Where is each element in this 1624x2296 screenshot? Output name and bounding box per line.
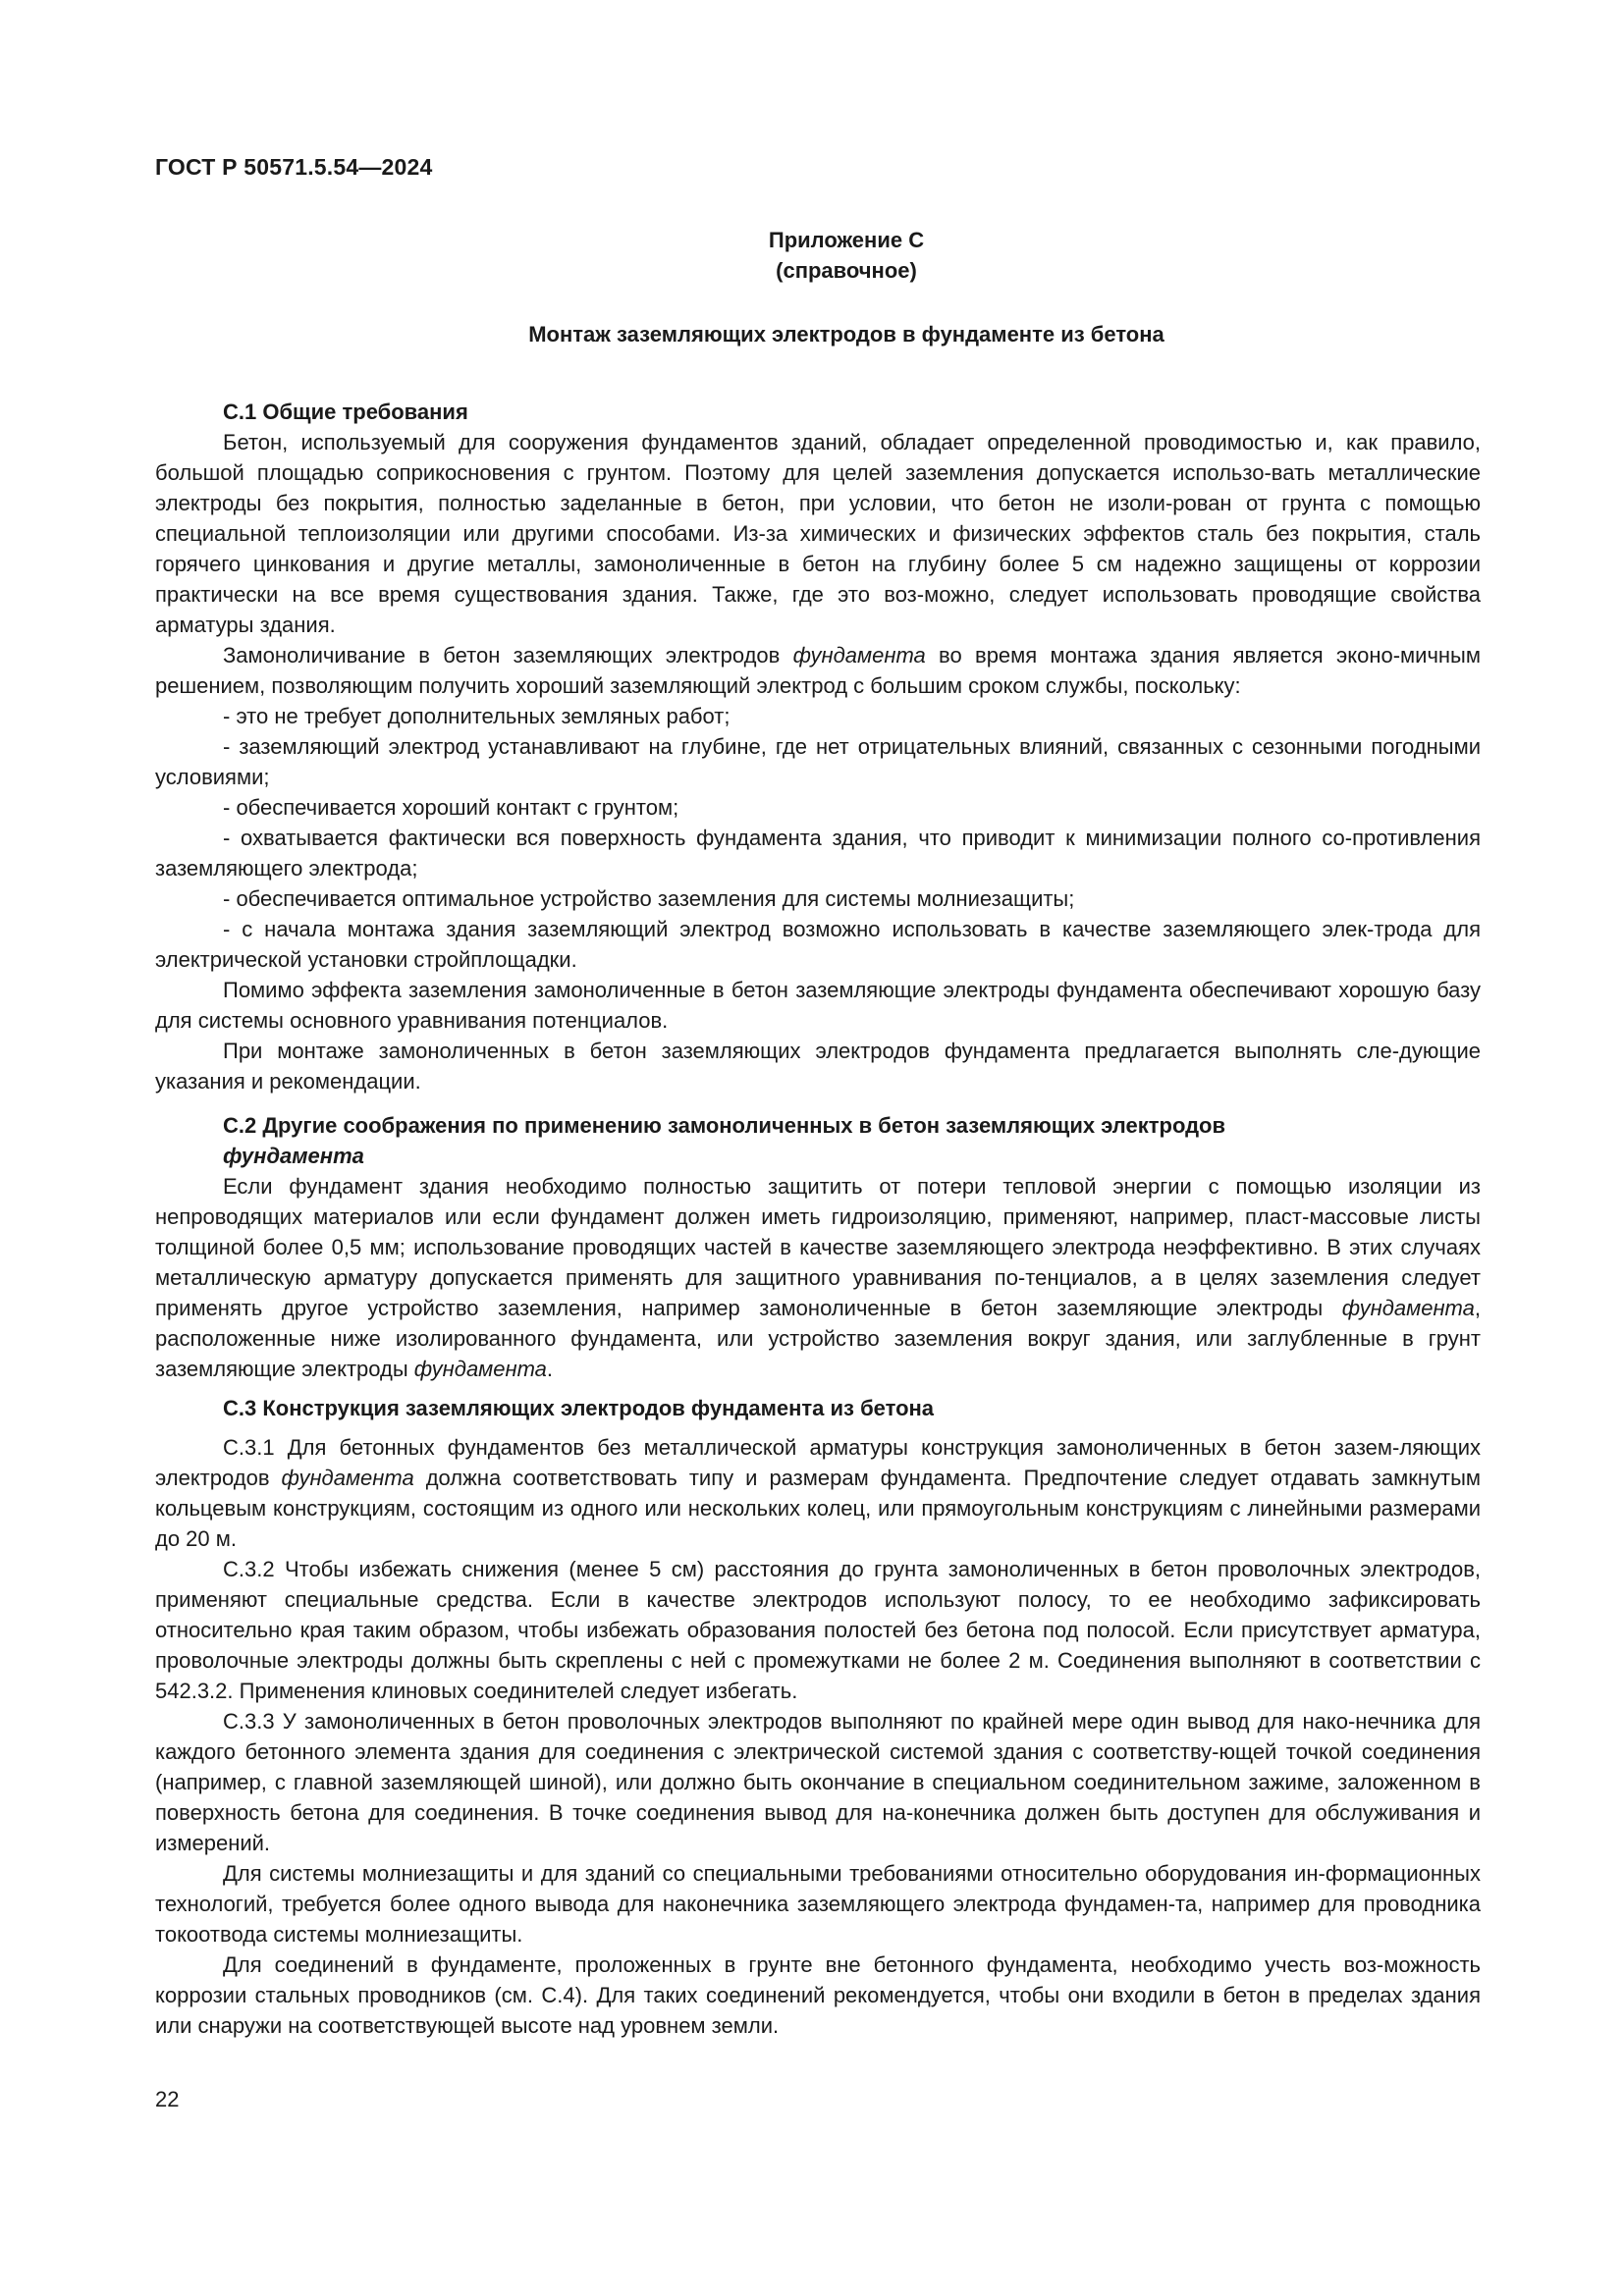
section-c3-paragraph-2: С.3.2 Чтобы избежать снижения (менее 5 см) расстояния до грунта замоноличенных в бетон проволочных электродов, применяют специальные средства. Если в качестве электродов используют полосу, то ее необходимо зафиксировать относительно края таким образом, чтобы избежать образования полостей без бетона под полосой. Если присутствует арматура, проволочные электроды должны быть скреплены с ней с промежутками не более 2 м. Соединения выполняют в соответствии с 542.3.2. Применения клиновых соединителей следует избегать. xyxy=(155,1557,1481,1703)
list-item: - обеспечивается оптимальное устройство заземления для системы молниезащиты; xyxy=(223,886,1075,911)
list-item: - это не требует дополнительных земляных работ; xyxy=(223,704,731,728)
emphasis-text: фундамента xyxy=(281,1466,414,1490)
text-run: должна соответствовать типу и размерам фундамента. Предпочтение следует отдавать замкнутым кольцевым конструкциям, состоящим из одного или нескольких колец, или прямоугольным конструкциям с линейными размерами до 20 м. xyxy=(155,1466,1482,1551)
section-c1-paragraph-2 xyxy=(155,640,1481,701)
list-item: - обеспечивается хороший контакт с грунтом; xyxy=(223,795,679,820)
section-c1-paragraph-3: Помимо эффекта заземления замоноличенные в бетон заземляющие электроды фундамента обеспечивают хорошую базу для системы основного уравнивания потенциалов. xyxy=(155,978,1481,1033)
section-c3-heading: С.3 Конструкция заземляющих электродов фундамента из бетона xyxy=(223,1396,935,1420)
emphasis-text: фундамента xyxy=(413,1357,547,1381)
heading-emphasis: фундамента xyxy=(223,1144,364,1168)
appendix-heading: Монтаж заземляющих электродов в фундаменте из бетона xyxy=(528,322,1164,347)
section-c3-paragraph-5: Для соединений в фундаменте, проложенных в грунте вне бетонного фундамента, необходимо учесть воз-можность коррозии стальных проводников (см. С.4). Для таких соединений рекомендуется, чтобы они входили в бетон в пределах здания или снаружи на соответствующей высоте над уровнем земли. xyxy=(155,1952,1481,2038)
appendix-title: Приложение С xyxy=(768,228,925,252)
section-c2-heading xyxy=(155,1110,1481,1171)
list-item: - заземляющий электрод устанавливают на глубине, где нет отрицательных влияний, связанных с сезонными погодными условиями; xyxy=(155,734,1481,789)
section-c1-heading: С.1 Общие требования xyxy=(223,400,468,424)
text-run: С.3.1 Для бетонных фундаментов без металлической арматуры конструкция замоноличенных в бетон зазем-ляющих электродов xyxy=(155,1435,1481,1490)
section-c1-paragraph-4: При монтаже замоноличенных в бетон заземляющих электродов фундамента предлагается выполнять сле-дующие указания и рекомендации. xyxy=(155,1039,1481,1094)
page-number: 22 xyxy=(155,2087,180,2111)
text-run: Замоноличивание в бетон заземляющих электродов xyxy=(223,643,793,667)
emphasis-text: фундамента xyxy=(1341,1296,1475,1320)
section-c3-paragraph-1 xyxy=(155,1432,1481,1554)
document-body xyxy=(155,397,1481,2041)
section-c3-paragraph-3: С.3.3 У замоноличенных в бетон проволочных электродов выполняют по крайней мере один вывод для нако-нечника для каждого бетонного элемента здания для соединения с электрической системой здания с соответству-ющей точкой соединения (например, с главной заземляющей шиной), или должно быть окончание в специальном соединительном зажиме, заложенном в поверхность бетона для соединения. В точке соединения вывод для на-конечника должен быть доступен для обслуживания и измерений. xyxy=(155,1709,1481,1855)
text-run: во время монтажа здания является эконо-мичным решением, позволяющим получить хороший заземляющий электрод с большим сроком службы, поскольку: xyxy=(155,643,1481,698)
text-run: . xyxy=(546,1357,554,1381)
section-c3-paragraph-4: Для системы молниезащиты и для зданий со специальными требованиями относительно оборудования ин-формационных технологий, требуется более одного вывода для наконечника заземляющего электрода фундамен-та, например для проводника токоотвода системы молниезащиты. xyxy=(155,1861,1481,1947)
text-run: Если фундамент здания необходимо полностью защитить от потери тепловой энергии с помощью изоляции из непроводящих материалов или если фундамент должен иметь гидроизоляцию, применяют, например, пласт-массовые листы толщиной более 0,5 мм; использование проводящих частей в качестве заземляющего электрода неэффективно. В этих случаях металлическую арматуру допускается применять для защитного уравнивания по-тенциалов, а в целях заземления следует применять другое устройство заземления, например замоноличенные в бетон заземляющие электроды xyxy=(155,1174,1481,1320)
appendix-type: (справочное) xyxy=(776,258,917,283)
section-c1-paragraph-1: Бетон, используемый для сооружения фундаментов зданий, обладает определенной проводимостью и, как правило, большой площадью соприкосновения с грунтом. Поэтому для целей заземления допускается использо-вать металлические электроды без покрытия, полностью заделанные в бетон, при условии, что бетон не изоли-рован от грунта с помощью специальной теплоизоляции или другими способами. Из-за химических и физических эффектов сталь без покрытия, сталь горячего цинкования и другие металлы, замоноличенные в бетон на глубину более 5 см надежно защищены от коррозии практически на все время существования здания. Также, где это воз-можно, следует использовать проводящие свойства арматуры здания. xyxy=(155,430,1481,637)
list-item: - с начала монтажа здания заземляющий электрод возможно использовать в качестве заземляющего элек-трода для электрической установки стройплощадки. xyxy=(155,917,1481,972)
section-c2-paragraph-1 xyxy=(155,1171,1481,1384)
list-item: - охватывается фактически вся поверхность фундамента здания, что приводит к минимизации полного со-противления заземляющего электрода; xyxy=(155,826,1481,881)
heading-text: С.2 Другие соображения по применению замоноличенных в бетон заземляющих электродов xyxy=(223,1113,1226,1138)
document-id: ГОСТ Р 50571.5.54—2024 xyxy=(155,154,433,180)
emphasis-text: фундамента xyxy=(792,643,926,667)
text-run: , расположенные ниже изолированного фундамента, или устройство заземления вокруг здания, или заглубленные в грунт заземляющие электроды xyxy=(155,1296,1481,1381)
